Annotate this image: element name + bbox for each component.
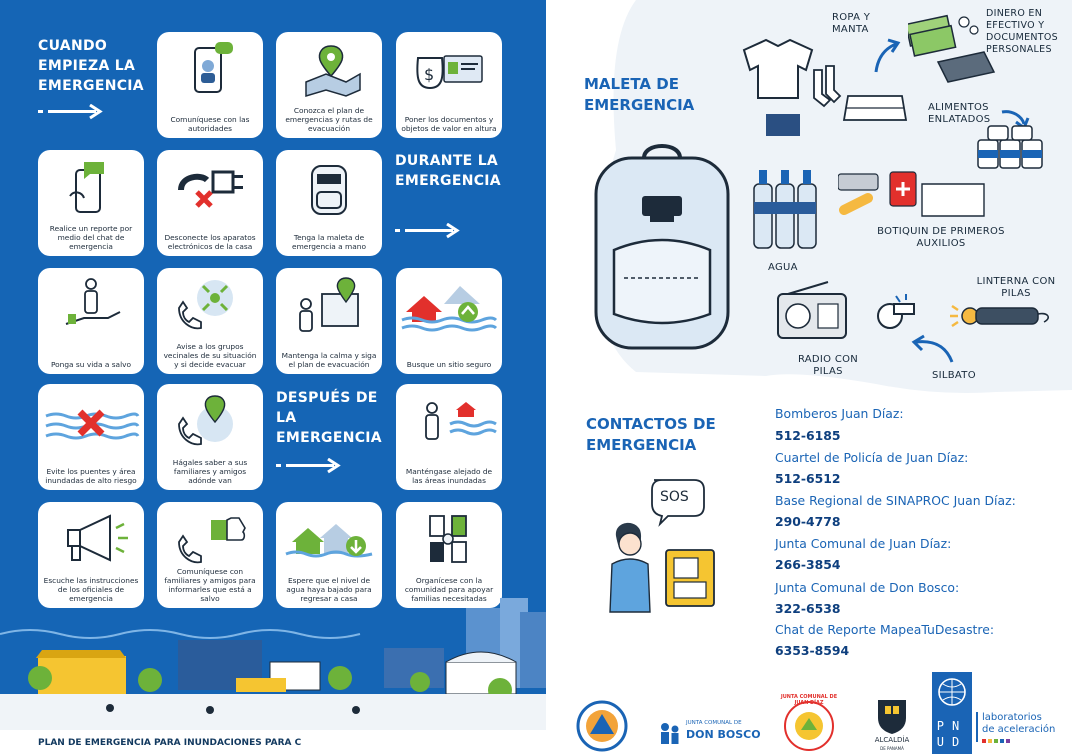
juan-diaz-text: JUNTA COMUNAL DE JUAN DÍAZ <box>780 694 838 706</box>
contact-number: 6353-8594 <box>775 643 850 658</box>
step-card-backpack <box>276 150 382 256</box>
step-label: Avise a los grupos vecinales de su situación y si decide evacuar <box>163 342 257 369</box>
label-water: AGUA <box>768 262 798 273</box>
contact-name: Chat de Reporte MapeaTuDesastre: <box>775 622 995 637</box>
colored-dots-icon <box>982 739 1022 745</box>
water-x-icon <box>38 390 144 452</box>
contact-number: 290-4778 <box>775 514 841 529</box>
step-card-avoid-bridges <box>38 384 144 490</box>
section-title-when: CUANDO EMPIEZA LA EMERGENCIA <box>38 38 144 94</box>
step-card-tell-family <box>157 384 263 490</box>
lab-text-1: laboratorios <box>982 712 1042 723</box>
step-label: Ponga su vida a salvo <box>50 360 132 369</box>
contact-name: Junta Comunal de Juan Díaz: <box>775 536 952 551</box>
phone-alert-icon <box>157 274 263 336</box>
person-flood-icon <box>396 390 502 452</box>
footer-bar <box>0 730 546 756</box>
phone-location-icon <box>157 390 263 452</box>
section-title-after: DESPUÉS DE LA EMERGENCIA <box>276 390 382 446</box>
flood-house-icon <box>396 274 502 336</box>
don-bosco-text: DON BOSCO <box>686 728 761 741</box>
pnud-logo <box>932 672 972 754</box>
step-label: Organícese con la comunidad para apoyar familias necesitadas <box>404 576 494 603</box>
contact-number: 512-6512 <box>775 471 841 486</box>
step-card-stay-away <box>396 384 502 490</box>
alcaldia-text: ALCALDÍA <box>874 736 910 744</box>
sos-text: SOS <box>660 489 689 505</box>
hands-together-icon <box>396 508 502 570</box>
label-money: DINERO EN EFECTIVO Y DOCUMENTOS PERSONALES <box>986 8 1058 55</box>
step-label: Evite los puentes y área inundadas de alto riesgo <box>45 467 137 485</box>
step-label: Escuche las instrucciones de los oficiales de emergencia <box>43 576 139 603</box>
step-card-contact-authorities <box>157 32 263 138</box>
pnud-text: PNUD <box>936 719 968 749</box>
step-label: Poner los documentos y objetos de valor en altura <box>401 115 497 133</box>
arrow-icon <box>38 104 104 120</box>
step-card-confirm-safe <box>157 502 263 608</box>
label-radio: RADIO CON PILAS <box>797 354 859 377</box>
section-title-during: DURANTE LA EMERGENCIA <box>395 153 501 189</box>
city-skyline-illustration <box>0 598 546 730</box>
step-card-keep-calm <box>276 268 382 374</box>
phone-chat-icon <box>38 156 144 218</box>
label-flashlight: LINTERNA CON PILAS <box>976 276 1056 299</box>
alcaldia-sub-text: DE PANAMÁ <box>880 746 904 751</box>
step-label: Realice un reporte por medio del chat de emergencia <box>49 224 133 251</box>
contact-name: Bomberos Juan Díaz: <box>775 406 904 421</box>
juan-diaz-seal <box>778 694 840 754</box>
phone-authority-icon <box>157 38 263 100</box>
contact-number: 322-6538 <box>775 601 841 616</box>
contact-name: Junta Comunal de Don Bosco: <box>775 580 960 595</box>
radio-icon <box>774 280 850 342</box>
megaphone-icon <box>38 508 144 570</box>
don-bosco-small-text: JUNTA COMUNAL DE <box>686 720 742 726</box>
step-label: Comuníquese con familiares y amigos para informarles que está a salvo <box>164 567 256 603</box>
sinaproc-logo <box>576 700 628 752</box>
step-label: Hágales saber a sus familiares y amigos adónde van <box>172 458 248 485</box>
step-card-wait-water <box>276 502 382 608</box>
canned-food-icon <box>976 124 1046 172</box>
people-icon <box>656 720 682 746</box>
contacts-title: CONTACTOS DE EMERGENCIA <box>586 415 716 454</box>
kit-title: MALETA DE EMERGENCIA <box>584 75 695 114</box>
alcaldia-logo <box>868 696 916 756</box>
flashlight-icon <box>948 298 1056 334</box>
step-label: Manténgase alejado de las áreas inundadas <box>405 467 493 485</box>
label-clothes: ROPA Y MANTA <box>832 12 871 35</box>
curved-arrow-icon <box>868 36 904 76</box>
step-card-safe-place <box>396 268 502 374</box>
step-label: Mantenga la calma y siga el plan de evacuación <box>281 351 377 369</box>
step-label: Busque un sitio seguro <box>406 360 492 369</box>
step-label: Espere que el nivel de agua haya bajado para regresar a casa <box>286 576 372 603</box>
water-bottles-icon <box>750 164 820 250</box>
step-card-notify-neighbors <box>157 268 263 374</box>
step-card-save-life <box>38 268 144 374</box>
arrow-icon <box>395 223 461 239</box>
whistle-icon <box>874 294 918 330</box>
arrow-icon <box>276 458 342 474</box>
houses-water-icon <box>276 508 382 570</box>
contact-name: Cuartel de Policía de Juan Díaz: <box>775 450 969 465</box>
step-label: Conozca el plan de emergencias y rutas de evacuación <box>285 106 373 133</box>
step-label: Comuníquese con las autoridades <box>170 115 250 133</box>
money-documents-icon <box>908 12 998 88</box>
label-whistle: SILBATO <box>932 370 976 381</box>
globe-icon <box>932 672 972 712</box>
lab-text-2: de aceleración <box>982 724 1056 735</box>
footer-title: PLAN DE EMERGENCIA PARA INUNDACIONES PARA C <box>38 738 302 748</box>
phone-thumbs-up-icon <box>157 508 263 570</box>
emergency-kit-panel <box>546 0 1072 756</box>
backpack-illustration <box>582 138 742 354</box>
contact-number: 266-3854 <box>775 557 841 572</box>
step-label: Tenga la maleta de emergencia a mano <box>292 233 366 251</box>
contact-number: 512-6185 <box>775 428 841 443</box>
acceleration-lab-logo <box>976 712 1072 752</box>
contact-name: Base Regional de SINAPROC Juan Díaz: <box>775 493 1016 508</box>
curved-arrow-icon <box>910 334 956 364</box>
person-hand-icon <box>38 274 144 336</box>
person-map-icon <box>276 274 382 336</box>
label-first-aid: BOTIQUIN DE PRIMEROS AUXILIOS <box>877 226 1005 249</box>
step-card-documents <box>396 32 502 138</box>
svg-text:$: $ <box>424 65 435 84</box>
map-pin-icon <box>276 38 382 100</box>
step-card-evacuation-plan <box>276 32 382 138</box>
crest-icon <box>868 696 916 736</box>
backpack-icon <box>276 156 382 218</box>
documents-icon <box>396 38 502 100</box>
step-card-unplug <box>157 150 263 256</box>
label-food: ALIMENTOS ENLATADOS <box>928 102 991 125</box>
step-card-organize-community <box>396 502 502 608</box>
step-card-report-chat <box>38 150 144 256</box>
don-bosco-logo <box>656 718 766 748</box>
step-card-listen-officials <box>38 502 144 608</box>
unplug-icon <box>157 156 263 218</box>
step-label: Desconecte los aparatos electrónicos de la casa <box>164 233 256 251</box>
